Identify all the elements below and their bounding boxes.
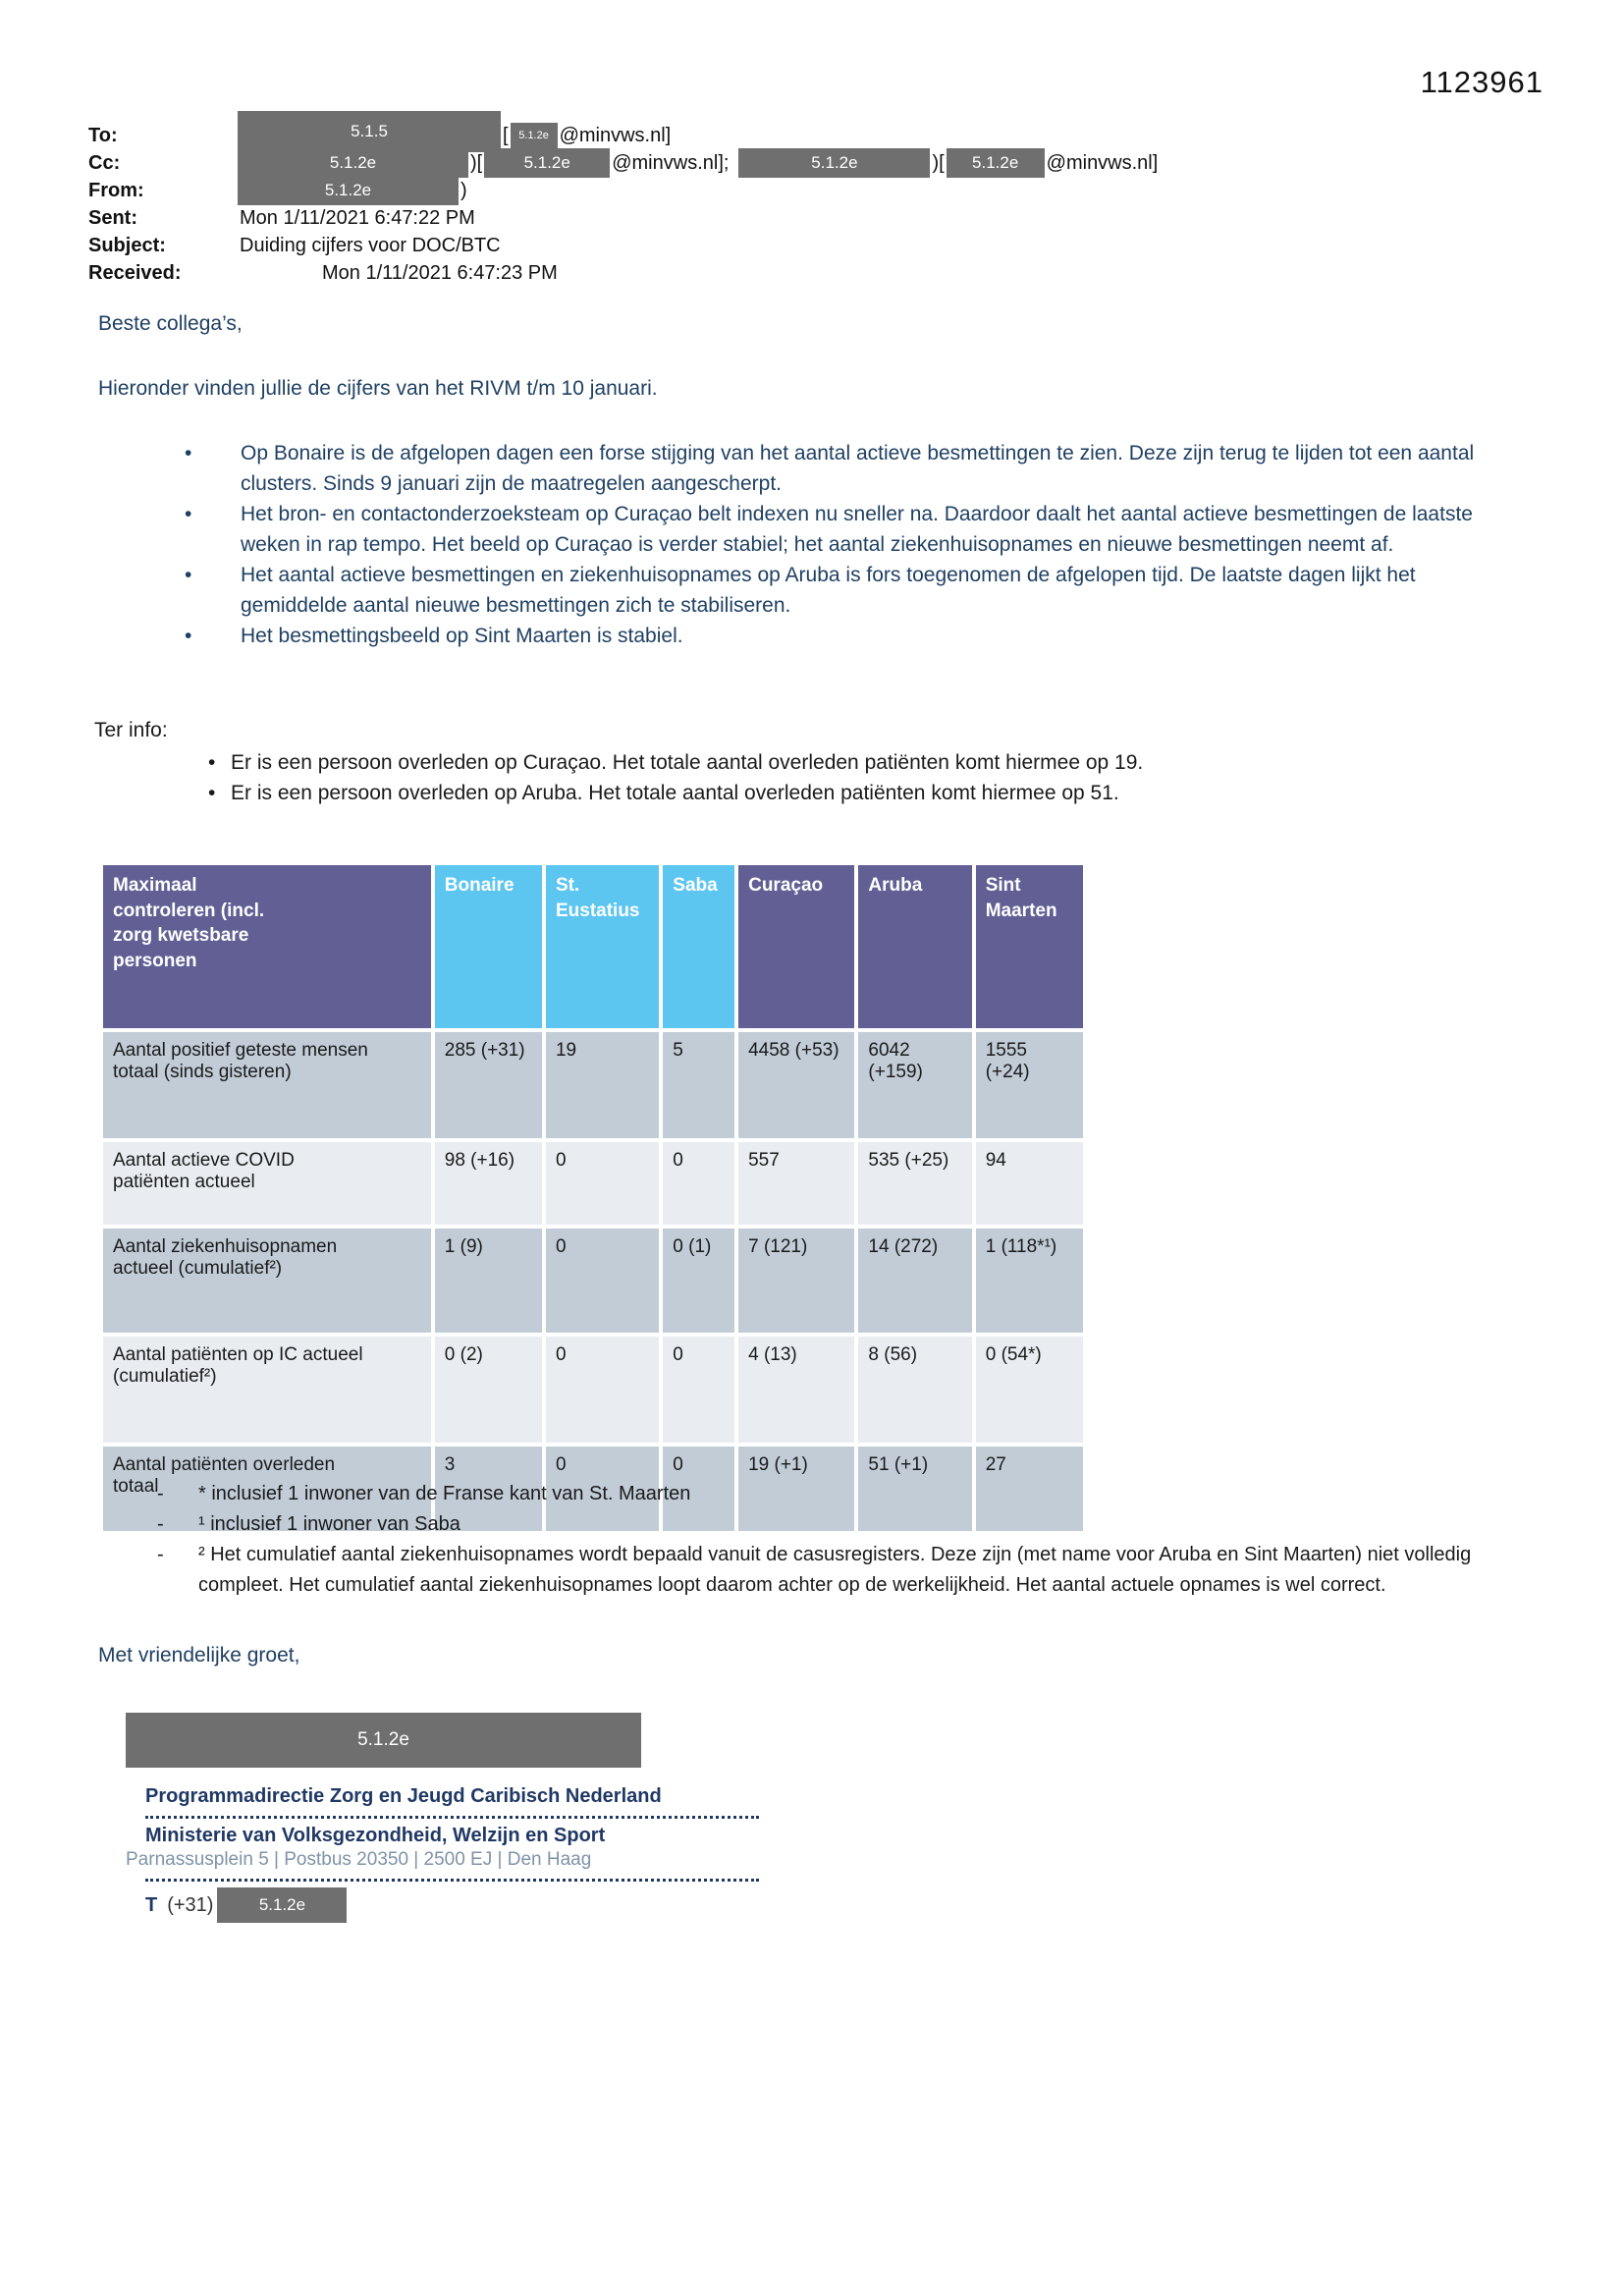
separator-text: )[ [932,151,945,174]
ter-info-section [94,715,1489,808]
intro-text: Hieronder vinden jullie de cijfers van het RIVM t/m 10 januari. [98,377,658,400]
covid-statistics-table [99,861,1087,1535]
table-cell: 8 (56) [858,1337,971,1443]
redaction-bar: 5.1.2e [126,1713,641,1768]
redaction-bar: 5.1.2e [947,148,1045,178]
footnote-text: ² Het cumulatief aantal ziekenhuisopnames wordt bepaald vanuit de casusregisters. Deze zijn (met name voor Aruba en Sint Maarten) niet volledig compleet. Het cumulatief aantal ziekenhuisopnames loopt daarom achter op de werkelijkheid. Het aantal actuele opnames is wel correct. [198,1544,1472,1596]
ter-info-heading: Ter info: [94,719,168,741]
table-cell: 1 (9) [435,1229,542,1333]
list-item: • Er is een persoon overleden op Curaçao. Het totale aantal overleden patiënten komt hiermee op 19. [94,747,1489,778]
phone-row [145,1887,793,1923]
row-label-cell: Aantal positief geteste mensen totaal (sinds gisteren) [103,1032,431,1138]
redaction-bar: 5.1.2e [511,123,558,148]
footnotes-section [157,1479,1532,1601]
footnote-dash: - [157,1483,164,1504]
email-address: @minvws.nl]; [612,151,730,174]
footnote [157,1479,1532,1509]
greeting-text: Beste collega’s, [98,312,243,335]
table-cell: 0 [546,1447,659,1531]
summary-bullet-list [108,438,1522,651]
closing-text: Met vriendelijke groet, [98,1644,300,1667]
header-row-received [88,259,1542,287]
table-row [103,1229,1083,1333]
ministry-address: Parnassusplein 5 | Postbus 20350 | 2500 EJ | Den Haag [126,1849,592,1870]
email-header [88,122,1542,287]
table-cell: 4 (13) [738,1337,854,1443]
separator-text: ) [460,179,467,201]
ter-info-list [94,747,1489,808]
redaction-bar: 5.1.2e [238,176,459,205]
column-header-saba: Saba [663,865,734,1028]
table-cell: 0 [546,1229,659,1333]
header-row-from [88,177,1542,204]
table-cell: 5 [663,1032,734,1138]
table-cell: 0 (2) [435,1337,542,1443]
redaction-bar: 5.1.5 [238,111,501,152]
dotted-divider [145,1879,759,1882]
table-cell: 0 [546,1142,659,1225]
table-row [103,1142,1083,1225]
table-cell: 557 [738,1142,854,1225]
table-cell: 6042 (+159) [858,1032,971,1138]
phone-prefix: (+31) [167,1893,214,1916]
to-label: To: [88,124,118,146]
table-cell: 19 [546,1032,659,1138]
column-header-st-eustatius: St. Eustatius [546,865,659,1028]
row-label-cell: Aantal patiënten op IC actueel (cumulatief²) [103,1337,431,1443]
table-cell: 98 (+16) [435,1142,542,1225]
table-cell: 0 (1) [663,1229,734,1333]
header-row-subject [88,232,1542,259]
table-cell: 0 [663,1142,734,1225]
corner-header-cell: Maximaal controleren (incl. zorg kwetsbare personen [103,865,431,1028]
footnote-text: * inclusief 1 inwoner van de Franse kant van St. Maarten [198,1483,691,1504]
phone-label: T [145,1893,158,1916]
footnote-text: ¹ inclusief 1 inwoner van Saba [198,1513,460,1535]
list-item: • Op Bonaire is de afgelopen dagen een forse stijging van het aantal actieve besmettingen te zien. Deze zijn terug te lijden tot een aantal clusters. Sinds 9 januari zijn de maatregelen aangescherpt. [108,438,1522,499]
header-row-cc [88,149,1542,177]
table-cell: 0 [663,1447,734,1531]
column-header-aruba: Aruba [858,865,971,1028]
table-cell: 4458 (+53) [738,1032,854,1138]
header-row-sent [88,204,1542,232]
footnote [157,1509,1532,1540]
table-row [103,1337,1083,1443]
redaction-bar: 5.1.2e [484,148,610,178]
table-cell: 94 [976,1142,1083,1225]
received-value: Mon 1/11/2021 6:47:23 PM [322,261,558,284]
document-number: 1123961 [1420,65,1543,99]
email-address: @minvws.nl] [559,124,672,146]
subject-value: Duiding cijfers voor DOC/BTC [240,234,501,256]
sent-value: Mon 1/11/2021 6:47:22 PM [240,206,475,229]
table-cell: 3 [435,1447,542,1531]
cc-label: Cc: [88,151,121,174]
list-item: • Het bron- en contactonderzoeksteam op Curaçao belt indexen nu sneller na. Daardoor daalt het aantal actieve besmettingen de laatste weken in rap tempo. Het beeld op Curaçao is verder stabiel; het aantal ziekenhuisopnames en nieuwe besmettingen neemt af. [108,499,1522,560]
column-header-curacao: Curaçao [738,865,854,1028]
email-address: @minvws.nl] [1046,151,1159,174]
table-cell: 1555 (+24) [976,1032,1083,1138]
received-label: Received: [88,261,182,284]
bracket-text: [ [503,124,509,146]
table-cell: 14 (272) [858,1229,971,1333]
row-label-cell: Aantal actieve COVID patiënten actueel [103,1142,431,1225]
table-cell: 19 (+1) [738,1447,854,1531]
table-cell: 285 (+31) [435,1032,542,1138]
header-row-to [88,122,1542,149]
from-label: From: [88,179,144,201]
column-header-bonaire: Bonaire [435,865,542,1028]
list-item: • Het aantal actieve besmettingen en ziekenhuisopnames op Aruba is fors toegenomen de afgelopen tijd. De laatste dagen lijkt het gemiddelde aantal nieuwe besmettingen zich te stabiliseren. [108,560,1522,621]
footnote-dash: - [157,1544,164,1565]
column-header-sint-maarten: Sint Maarten [976,865,1083,1028]
separator-text: )[ [470,151,483,174]
table-cell: 7 (121) [738,1229,854,1333]
directorate-name: Programmadirectie Zorg en Jeugd Caribisch Nederland [145,1785,662,1807]
table-row [103,1032,1083,1138]
footnote-dash: - [157,1513,164,1535]
table-cell: 0 (54*) [976,1337,1083,1443]
dotted-divider [145,1816,759,1819]
table-header-row [103,865,1083,1028]
ministry-name: Ministerie van Volksgezondheid, Welzijn en Sport [145,1825,606,1846]
table-cell: 1 (118*¹) [976,1229,1083,1333]
subject-label: Subject: [88,234,166,256]
footnote [157,1540,1532,1601]
table-cell: 535 (+25) [858,1142,971,1225]
row-label-cell: Aantal patiënten overleden totaal [103,1447,431,1531]
signature-block [126,1785,793,1923]
table-cell: 27 [976,1447,1083,1531]
redaction-bar: 5.1.2e [217,1887,347,1923]
row-label-cell: Aantal ziekenhuisopnamen actueel (cumulatief²) [103,1229,431,1333]
table-cell: 51 (+1) [858,1447,971,1531]
redaction-bar: 5.1.2e [738,148,930,178]
list-item: • Er is een persoon overleden op Aruba. Het totale aantal overleden patiënten komt hiermee op 51. [94,778,1489,808]
list-item: • Het besmettingsbeeld op Sint Maarten is stabiel. [108,621,1522,651]
sent-label: Sent: [88,206,137,229]
table-cell: 0 [546,1337,659,1443]
table-cell: 0 [663,1337,734,1443]
redaction-bar: 5.1.2e [238,148,468,178]
